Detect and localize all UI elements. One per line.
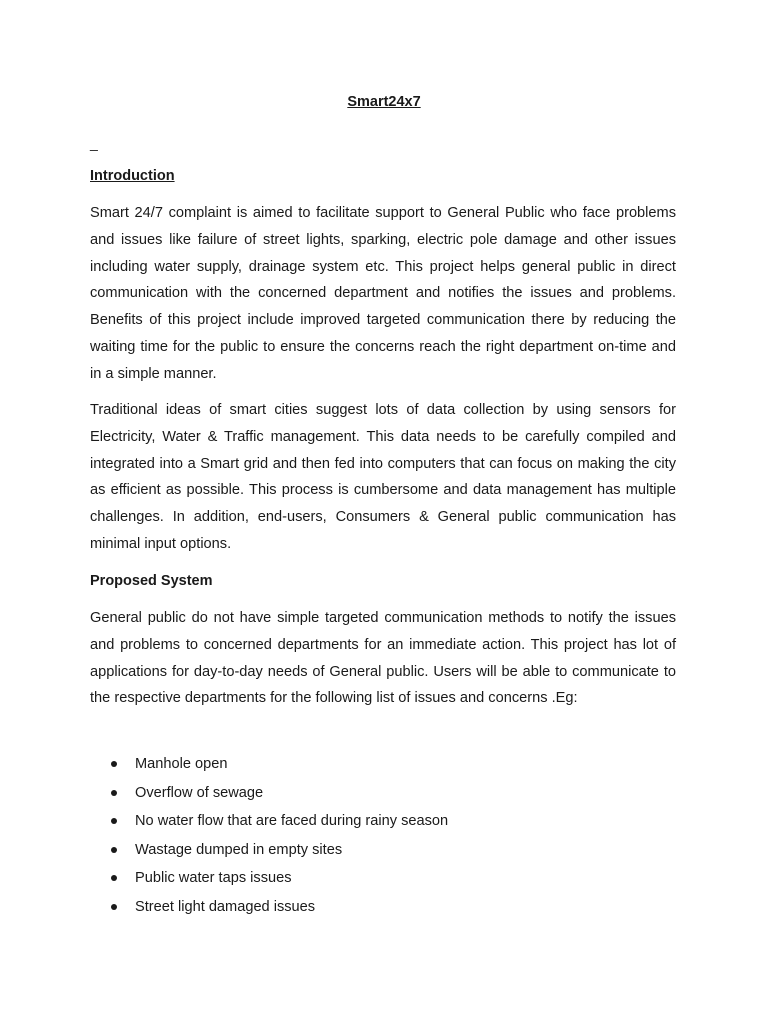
bullet-icon — [111, 790, 117, 796]
list-item — [90, 750, 448, 779]
list-item-text: Public water taps issues — [135, 870, 292, 887]
document-title: Smart24x7 — [347, 94, 421, 110]
bullet-icon — [111, 818, 117, 824]
list-item — [90, 779, 448, 808]
list-item — [90, 893, 448, 922]
separator-mark: _ — [90, 135, 98, 151]
proposed-system-heading: Proposed System — [90, 573, 213, 589]
issues-list — [90, 750, 448, 922]
bullet-icon — [111, 847, 117, 853]
list-item-text: Overflow of sewage — [135, 784, 264, 801]
list-item-text: Wastage dumped in empty sites — [135, 841, 343, 858]
list-item-text: No water flow that are faced during rainy season — [135, 813, 449, 830]
proposed-paragraph: General public do not have simple targeted communication methods to notify the issues and problems to concerned departments for an immediate action. This project has lot of applications for day-to-day needs of General public. Users will be able to communicate to the respective departments for the following list of issues and concerns .Eg: — [90, 610, 676, 707]
bullet-icon — [111, 875, 117, 881]
intro-paragraph-2: Traditional ideas of smart cities suggest lots of data collection by using sensors for Electricity, Water & Traffic management. This data needs to be carefully compiled and integrated into a Smart grid and then fed into computers that can focus on making the city as efficient as possible. This process is cumbersome and data management has multiple challenges. In addition, end-users, Consumers & General public communication has minimal input options. — [90, 402, 676, 552]
intro-paragraph-1: Smart 24/7 complaint is aimed to facilitate support to General Public who face problems and issues like failure of street lights, sparking, electric pole damage and other issues including water supply, drainage system etc. This project helps general public in direct communication with the concerned department and notifies the issues and problems. Benefits of this project include improved targeted communication there by reducing the waiting time for the public to ensure the concerns reach the right department on-time and in a simple manner. — [90, 205, 676, 382]
list-item — [90, 864, 448, 893]
bullet-icon — [111, 904, 117, 910]
list-item-text: Street light damaged issues — [135, 898, 316, 915]
bullet-icon — [111, 761, 117, 767]
list-item-text: Manhole open — [135, 756, 228, 772]
list-item — [90, 807, 448, 836]
introduction-heading: Introduction — [90, 168, 175, 184]
list-item — [90, 836, 448, 865]
